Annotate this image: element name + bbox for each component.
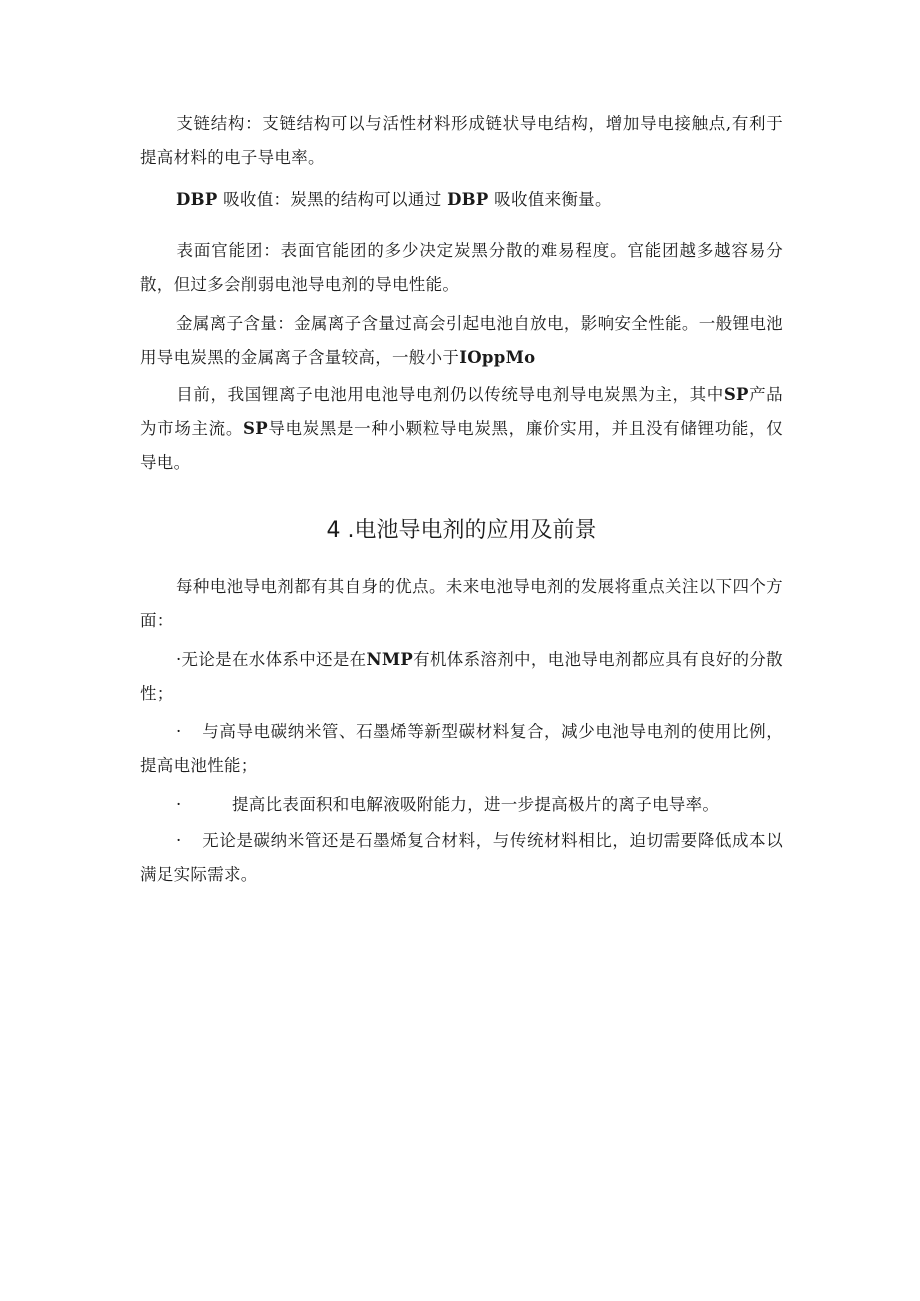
- dbp-term: DBP: [447, 190, 489, 209]
- section-heading: 4 .电池导电剂的应用及前景: [326, 518, 597, 543]
- paragraph-text: 表面官能团：表面官能团的多少决定炭黑分散的难易程度。官能团越多越容易分散，但过多会削弱电池导电剂的导电性能。: [140, 241, 783, 294]
- paragraph-text: 金属离子含量：金属离子含量过高会引起电池自放电，影响安全性能。一般锂电池用导电炭黑的金属离子含量较高，一般小于: [140, 314, 783, 367]
- bullet-marker: ·: [176, 831, 182, 850]
- paragraph-text: 目前，我国锂离子电池用电池导电剂仍以传统导电剂导电炭黑为主，其中: [176, 385, 724, 404]
- sp-term: SP: [243, 419, 268, 438]
- paragraph-text: 导电炭黑是一种小颗粒导电炭黑，廉价实用，并且没有储锂功能，仅导电。: [140, 419, 783, 472]
- paragraph-text: 无论是在水体系中还是在: [181, 650, 367, 669]
- bullet-marker: ·: [176, 650, 182, 669]
- nmp-term: NMP: [366, 650, 414, 669]
- paragraph-intro: [140, 570, 783, 638]
- paragraph-text: 无论是碳纳米管还是石墨烯复合材料，与传统材料相比，迫切需要降低成本以满足实际需求。: [140, 831, 783, 884]
- ppm-value: IOppMo: [459, 348, 536, 367]
- bullet-marker: ·: [176, 722, 182, 741]
- paragraph-text: 支链结构：支链结构可以与活性材料形成链状导电结构，增加导电接触点,有利于提高材料的电子导电率。: [140, 114, 783, 167]
- paragraph-text: 与高导电碳纳米管、石墨烯等新型碳材料复合，减少电池导电剂的使用比例，提高电池性能；: [140, 722, 783, 775]
- dbp-term: DBP: [176, 190, 218, 209]
- paragraph-branch-structure: [140, 107, 783, 175]
- bullet-item-dispersion: [140, 643, 783, 711]
- bullet-item-composite: [140, 715, 783, 783]
- paragraph-text: 每种电池导电剂都有其自身的优点。未来电池导电剂的发展将重点关注以下四个方面：: [140, 577, 783, 630]
- paragraph-current-market: [140, 378, 783, 480]
- bullet-item-cost: [140, 824, 783, 892]
- sp-term: SP: [723, 385, 749, 404]
- paragraph-text: 吸收值：炭黑的结构可以通过: [223, 190, 442, 209]
- paragraph-text: 产品为市场主流。: [140, 385, 783, 438]
- paragraph-dbp: [140, 183, 783, 217]
- paragraph-metal-ions: [140, 307, 783, 375]
- paragraph-text: 有机体系溶剂中，电池导电剂都应具有良好的分散性；: [140, 650, 783, 703]
- paragraph-text: 吸收值来衡量。: [494, 190, 612, 209]
- bullet-marker: ·: [176, 795, 182, 814]
- bullet-item-surface-area: [140, 788, 783, 822]
- paragraph-text: 提高比表面积和电解液吸附能力，进一步提高极片的离子电导率。: [232, 795, 720, 814]
- paragraph-surface-groups: [140, 234, 783, 302]
